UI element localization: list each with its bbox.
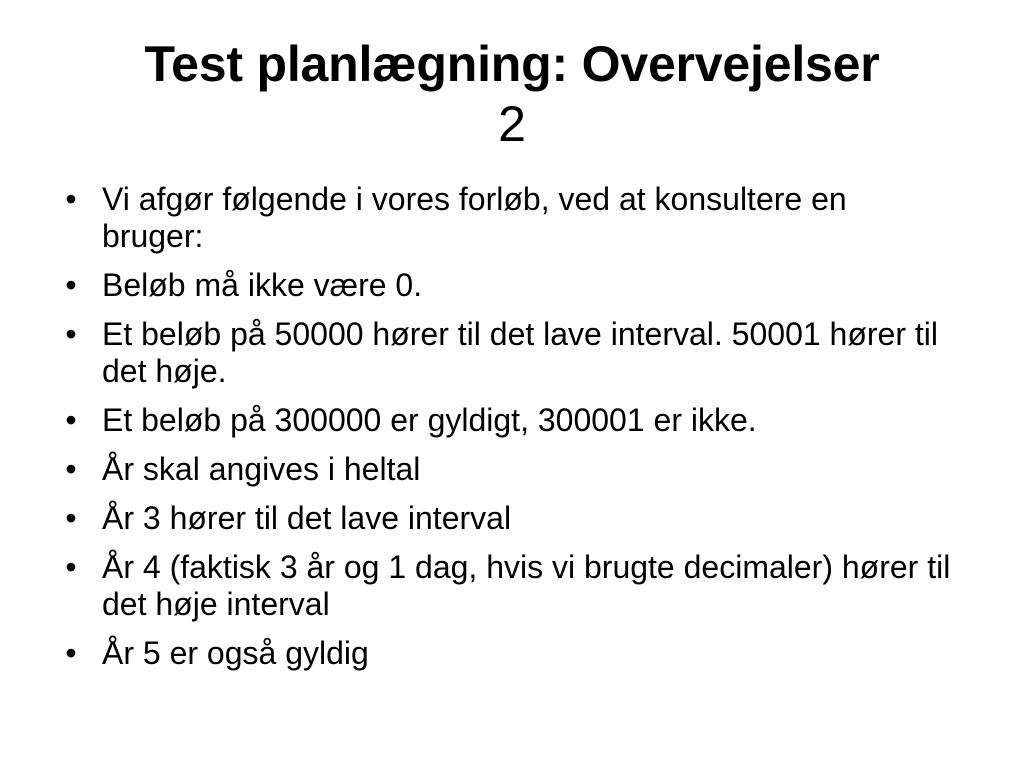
bullet-icon: • [65,549,77,585]
bullet-text: År 5 er også gyldig [102,635,369,671]
bullet-text: År skal angives i heltal [102,451,421,487]
bullet-text: Et beløb på 300000 er gyldigt, 300001 er ikke. [102,402,757,438]
bullet-icon: • [65,267,77,303]
bullet-item [56,267,956,304]
bullet-item [56,549,956,623]
bullet-text: Et beløb på 50000 hører til det lave interval. 50001 hører til det høje. [102,316,938,389]
bullet-item [56,181,956,255]
bullet-item [56,402,956,439]
bullet-icon: • [65,635,77,671]
slide-title-sub: 2 [498,96,526,152]
bullet-text: År 4 (faktisk 3 år og 1 dag, hvis vi brugte decimaler) hører til det høje interval [102,549,951,622]
slide-title [40,34,984,154]
bullet-icon: • [65,500,77,536]
bullet-icon: • [65,451,77,487]
slide-title-main: Test planlægning: Overvejelser [144,36,880,92]
bullet-icon: • [65,402,77,438]
bullet-text: Vi afgør følgende i vores forløb, ved at konsultere en bruger: [102,181,847,254]
bullet-item [56,500,956,537]
bullet-text: År 3 hører til det lave interval [102,500,512,536]
bullet-item [56,316,956,390]
bullet-list [56,181,956,684]
bullet-icon: • [65,316,77,352]
bullet-icon: • [65,181,77,217]
bullet-text: Beløb må ikke være 0. [102,267,423,303]
bullet-item [56,635,956,672]
bullet-item [56,451,956,488]
